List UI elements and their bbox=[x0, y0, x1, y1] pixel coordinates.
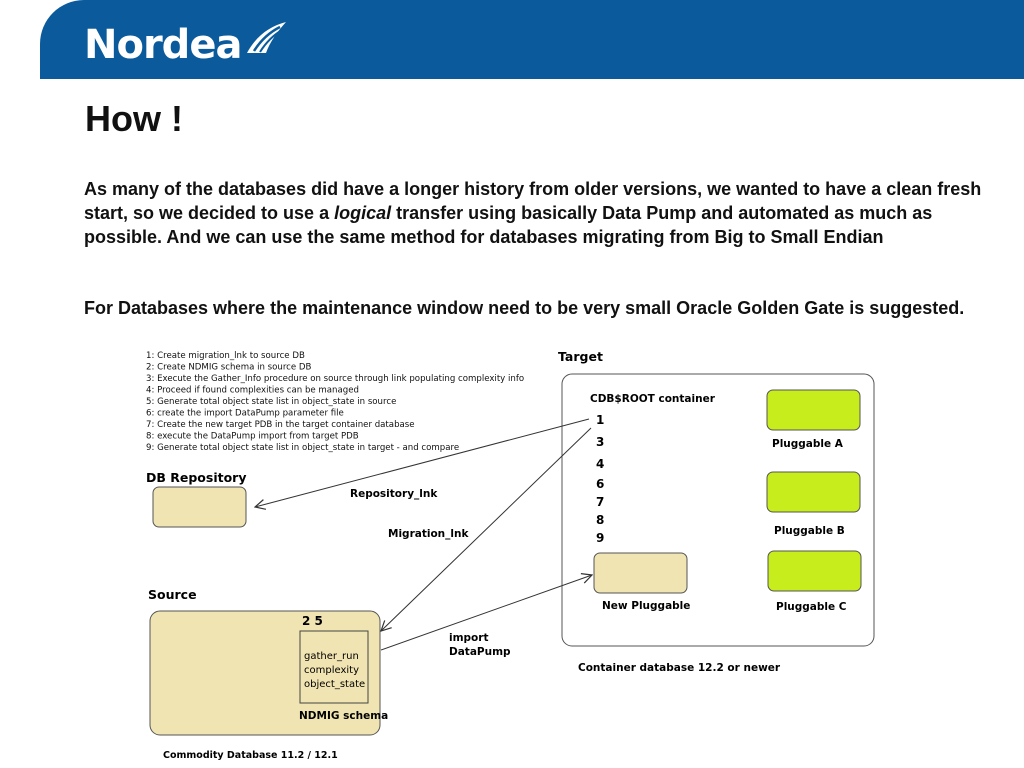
cdb-step-9: 9 bbox=[596, 531, 605, 545]
new-pluggable-box bbox=[594, 553, 687, 593]
step-1: 1: Create migration_lnk to source DB bbox=[146, 351, 305, 361]
import-label-line2: DataPump bbox=[449, 646, 511, 658]
pluggable-b-box bbox=[767, 472, 860, 512]
step-6: 6: create the import DataPump parameter file bbox=[146, 408, 344, 419]
step-8: 8: execute the DataPump import from target PDB bbox=[146, 431, 359, 442]
commodity-database-label: Commodity Database 11.2 / 12.1 bbox=[163, 750, 338, 761]
pluggable-a-label: Pluggable A bbox=[772, 438, 843, 450]
cdb-step-3: 3 bbox=[596, 435, 605, 449]
pluggable-b-label: Pluggable B bbox=[774, 525, 845, 537]
step-list bbox=[146, 351, 524, 453]
db-repository-label: DB Repository bbox=[146, 470, 247, 485]
cdb-step-7: 7 bbox=[596, 495, 605, 509]
schema-table-object-state: object_state bbox=[304, 679, 366, 690]
schema-table-gather-run: gather_run bbox=[304, 651, 359, 662]
source-label: Source bbox=[148, 587, 197, 602]
paragraph-text-end: transfer using basically Data Pump and automated as much as possible. And we can use the same method for databases migrating from Big to Small Endian bbox=[84, 203, 933, 247]
schema-tables bbox=[304, 651, 365, 690]
step-7: 7: Create the new target PDB in the target container database bbox=[146, 420, 415, 430]
pluggable-a-box bbox=[767, 390, 860, 430]
page-title: How ! bbox=[85, 98, 183, 139]
pluggable-c-box bbox=[768, 551, 861, 591]
paragraph-logical-transfer bbox=[84, 177, 984, 249]
schema-table-complexity: complexity bbox=[304, 665, 359, 676]
paragraph-text-start: As many of the databases did have a longer history from older versions, we wanted to have a clean fresh start, so we decided to use a bbox=[84, 179, 982, 223]
nordea-sail-icon bbox=[244, 20, 288, 56]
step-4: 4: Proceed if found complexities can be managed bbox=[146, 385, 359, 396]
source-step-numbers: 2 5 bbox=[302, 614, 323, 628]
repository-link-label: Repository_lnk bbox=[350, 488, 438, 500]
migration-link-label: Migration_lnk bbox=[388, 528, 469, 540]
step-9: 9: Generate total object state list in object_state in target - and compare bbox=[146, 443, 460, 453]
step-3: 3: Execute the Gather_Info procedure on source through link populating complexity info bbox=[146, 374, 525, 384]
target-label: Target bbox=[558, 349, 603, 364]
migration-diagram bbox=[0, 340, 1024, 768]
nordea-logo: Nordea bbox=[84, 22, 242, 68]
import-label-line1: import bbox=[449, 632, 489, 644]
db-repository-box bbox=[153, 487, 246, 527]
pluggable-c-label: Pluggable C bbox=[776, 601, 847, 613]
container-database-label: Container database 12.2 or newer bbox=[578, 662, 781, 674]
cdb-root-label: CDB$ROOT container bbox=[590, 393, 715, 405]
step-2: 2: Create NDMIG schema in source DB bbox=[146, 362, 312, 373]
paragraph-emphasis: logical bbox=[334, 203, 392, 223]
paragraph-golden-gate: For Databases where the maintenance window need to be very small Oracle Golden Gate is suggested. bbox=[84, 298, 965, 318]
cdb-step-4: 4 bbox=[596, 457, 605, 471]
cdb-step-8: 8 bbox=[596, 513, 605, 527]
ndmig-schema-label: NDMIG schema bbox=[299, 710, 389, 722]
new-pluggable-label: New Pluggable bbox=[602, 600, 691, 612]
step-5: 5: Generate total object state list in object_state in source bbox=[146, 397, 397, 407]
cdb-step-6: 6 bbox=[596, 477, 605, 491]
cdb-step-1: 1 bbox=[596, 413, 605, 427]
